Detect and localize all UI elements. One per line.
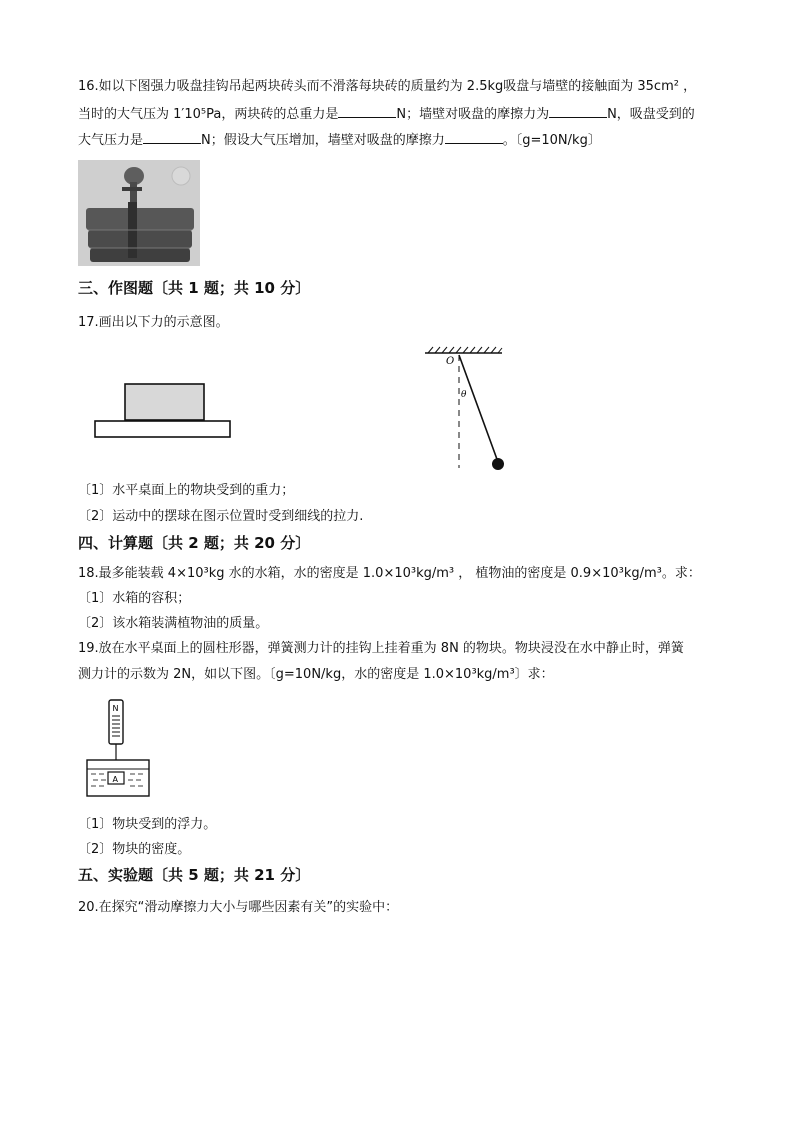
spring-scale-beaker-figure (84, 698, 156, 802)
q19-line1: 19.放在水平桌面上的圆柱形器，弹簧测力计的挂钩上挂着重为 8N 的物块。物块浸没在水中静止时，弹簧 (78, 641, 684, 656)
q18-stem: 18.最多能装载 4×10³kg 水的水箱，水的密度是 1.0×10³kg/m³ ， 植物油的密度是 0.9×10³kg/m³。求： (78, 566, 701, 581)
q19-part1: 〔1〕物块受到的浮力。 (78, 817, 217, 832)
q19-part2: 〔2〕物块的密度。 (78, 842, 191, 857)
q16-line2-text-c: N，吸盘受到的 (607, 107, 695, 122)
block-label: A (112, 775, 118, 784)
ceiling-hatching (428, 347, 502, 353)
block-shape (125, 384, 204, 420)
q16-line1: 16.如以下图强力吸盘挂钩吊起两块砖头而不滑落每块砖的质量约为 2.5kg吸盘与墙壁的接触面为 35cm² ， (78, 79, 697, 94)
suction-cup-bricks-photo (78, 160, 200, 266)
q16-line3 (78, 129, 734, 151)
q18-part1: 〔1〕水箱的容积； (78, 591, 191, 606)
suction-cup-bricks-illustration (78, 160, 200, 266)
pendulum-ball (492, 458, 504, 470)
q16-line2-text-b: N；墙壁对吸盘的摩擦力为 (396, 107, 550, 122)
q16-line3-text-b: N；假设大气压增加，墙壁对吸盘的摩擦力 (201, 133, 445, 148)
q16-line2 (78, 103, 734, 125)
pendulum-label-theta: θ (461, 390, 467, 400)
q19-line2: 测力计的示数为 2N，如以下图。〔g=10N/kg，水的密度是 1.0×10³kg/m³〕求： (78, 667, 554, 682)
answer-blank-pressure-force (143, 129, 201, 144)
pendulum-figure (420, 344, 510, 474)
section-4-title: 四、计算题〔共 2 题；共 20 分〕 (78, 534, 311, 552)
q16-line3-text-c: 。〔g=10N/kg〕 (502, 133, 601, 148)
q17-part1: 〔1〕水平桌面上的物块受到的重力； (78, 483, 295, 498)
answer-blank-total-gravity (338, 103, 396, 118)
spring-scale-unit-label: N (112, 704, 119, 713)
q17-part2: 〔2〕运动中的摆球在图示位置时受到细线的拉力. (78, 509, 364, 524)
q20-stem: 20.在探究“滑动摩擦力大小与哪些因素有关”的实验中： (78, 900, 399, 915)
block-on-table-figure (92, 382, 234, 442)
q16-line2-text-a: 当时的大气压为 1′10⁵Pa，两块砖的总重力是 (78, 107, 339, 122)
section-5-title: 五、实验题〔共 5 题；共 21 分〕 (78, 866, 311, 884)
table-shape (95, 421, 230, 437)
q16-line3-text-a: 大气压力是 (78, 133, 144, 148)
pendulum-string (459, 355, 498, 462)
section-3-title: 三、作图题〔共 1 题；共 10 分〕 (78, 279, 311, 297)
answer-blank-friction-change (445, 129, 503, 144)
pendulum-label-o: O (446, 356, 455, 367)
answer-blank-friction (549, 103, 607, 118)
q17-stem: 17.画出以下力的示意图。 (78, 315, 229, 330)
q18-part2: 〔2〕该水箱装满植物油的质量。 (78, 616, 269, 631)
